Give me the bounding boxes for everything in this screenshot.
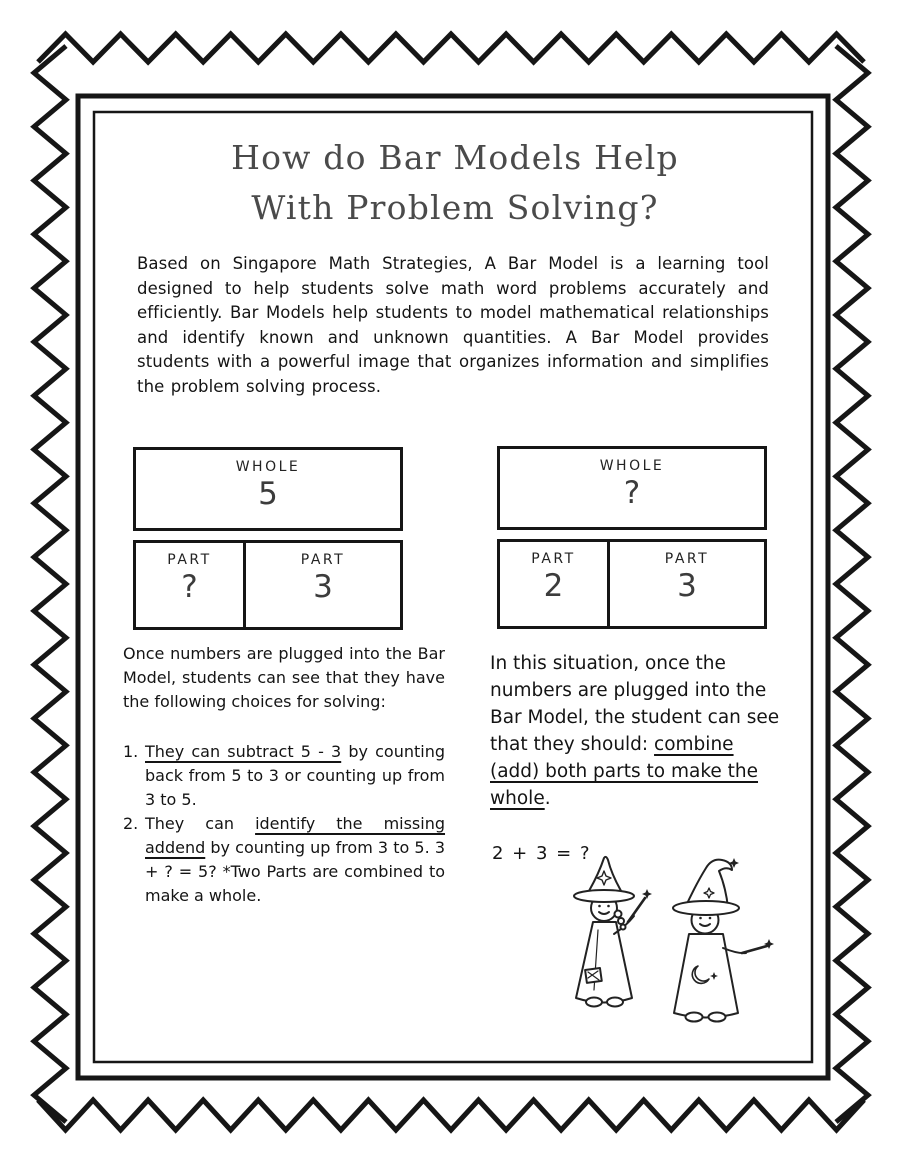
wizard-boy <box>673 858 774 1022</box>
item-pre: They can <box>145 814 256 833</box>
title-line-1: How do Bar Models Help <box>231 138 679 177</box>
part-box-known <box>497 539 610 629</box>
parts-row <box>133 540 403 630</box>
whole-box <box>497 446 767 530</box>
girl-hat-brim <box>574 890 634 902</box>
part-label: PART <box>300 552 346 568</box>
equation: 2 + 3 = ? <box>492 843 592 864</box>
right-underlined: combine (add) both parts to make the whole <box>490 734 759 809</box>
part-value: 2 <box>543 568 564 604</box>
part-box-unknown <box>133 540 246 630</box>
whole-value: 5 <box>258 476 278 512</box>
left-explanation <box>123 642 445 908</box>
right-explanation <box>490 650 786 812</box>
girl-foot <box>607 998 623 1007</box>
girl-wand <box>628 898 645 922</box>
part-value: 3 <box>677 568 697 604</box>
whole-label: WHOLE <box>599 458 665 474</box>
whole-value: ? <box>623 475 641 511</box>
part-label: PART <box>531 551 576 567</box>
zigzag-line <box>836 46 868 1122</box>
bar-model-left <box>133 447 403 630</box>
bar-model-right <box>497 446 767 629</box>
part-label: PART <box>664 551 710 567</box>
left-intro: Once numbers are plugged into the Bar Model, students can see that they have the following choices for solving: <box>123 644 445 711</box>
item-number: 1. <box>123 742 139 761</box>
whole-box <box>133 447 403 531</box>
zigzag-line <box>34 46 66 1122</box>
parts-row <box>497 539 767 629</box>
boy-foot <box>686 1013 703 1022</box>
boy-foot <box>709 1013 726 1022</box>
list-item-2 <box>123 812 445 908</box>
right-tail: . <box>544 788 551 809</box>
item-rest: by counting up from 3 to 5. 3 + ? = 5? *Two Parts are combined to make a whole. <box>145 838 445 905</box>
girl-cloak <box>576 922 632 1003</box>
intro-paragraph: Based on Singapore Math Strategies, A Bar Model is a learning tool designed to help students solve math word problems accurately and efficiently. Bar Models help students to model mathematical relationships and identify known and unknown quantities. A Bar Model provides students with a powerful image that organizes information and simplifies the problem solving process. <box>137 254 769 396</box>
title-line-2: With Problem Solving? <box>251 188 659 227</box>
item-text <box>145 740 445 812</box>
list-item-1 <box>123 740 445 812</box>
boy-cloak <box>674 934 738 1018</box>
item-number: 2. <box>123 814 139 833</box>
zigzag-line <box>38 1100 864 1130</box>
item-underlined: They can subtract 5 - 3 <box>145 742 342 761</box>
item-underlined: identify the missing addend <box>145 814 446 857</box>
boy-wand <box>742 946 767 953</box>
wizard-kids-illustration <box>546 850 774 1058</box>
girl-braid <box>615 911 622 918</box>
item-text <box>145 812 445 908</box>
boy-hat-brim <box>673 901 739 915</box>
right-lead: In this situation, once the numbers are plugged into the Bar Model, the student can see that they should: <box>490 653 780 755</box>
girl-foot <box>586 998 602 1007</box>
page-title <box>106 133 804 233</box>
part-label: PART <box>167 552 212 568</box>
part-box-known <box>243 540 403 630</box>
wand-star-icon <box>642 889 652 899</box>
wizard-girl <box>574 857 652 1007</box>
part-value: 3 <box>313 569 333 605</box>
part-box-known <box>607 539 767 629</box>
item-rest: by counting back from 5 to 3 or counting up from 3 to 5. <box>145 742 446 809</box>
part-value: ? <box>181 569 198 605</box>
whole-label: WHOLE <box>235 459 301 475</box>
zigzag-line <box>38 34 864 62</box>
